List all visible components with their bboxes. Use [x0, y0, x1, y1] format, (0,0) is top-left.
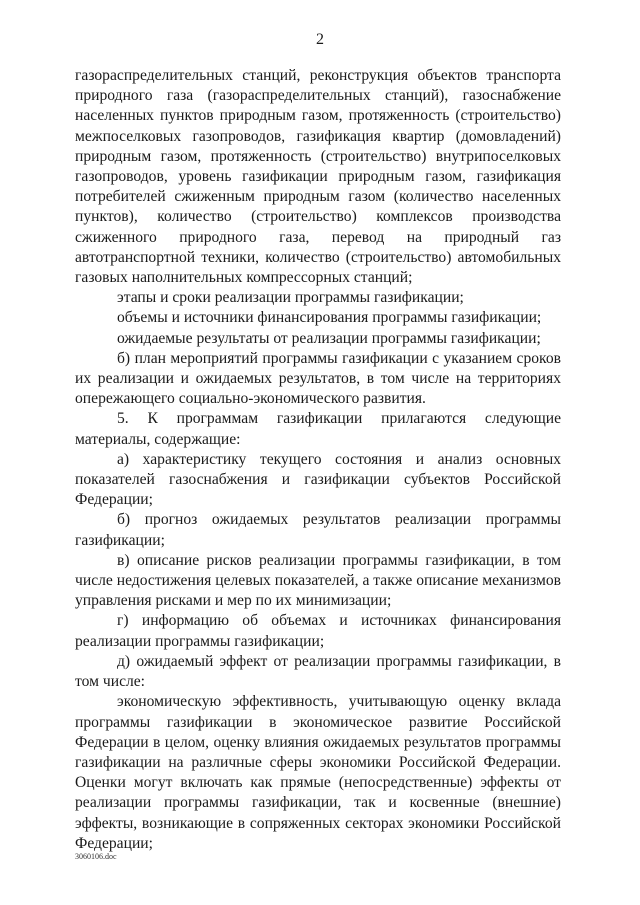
page-number: 2: [316, 31, 324, 48]
paragraph: экономическую эффективность, учитывающую оценку вклада программы газификации в экономическое развитие Российской Федерации в целом, оценку влияния ожидаемых результатов программы газификации на различные сферы экономики Российской Федерации. Оценки могут включать как прямые (непосредственные) эффекты от реализации программы газификации, так и косвенные (внешние) эффекты, возникающие в сопряженных секторах экономики Российской Федерации;: [75, 693, 561, 852]
paragraph: б) прогноз ожидаемых результатов реализации программы газификации;: [75, 511, 561, 549]
file-name-footer: 3060106.doc: [75, 852, 117, 861]
paragraph: б) план мероприятий программы газификации с указанием сроков их реализации и ожидаемых результатов, в том числе на территориях опережающего социально-экономического развития.: [75, 349, 561, 408]
paragraph: в) описание рисков реализации программы газификации, в том числе недостижения целевых показателей, а также описание механизмов управления рисками и мер по их минимизации;: [75, 551, 561, 610]
paragraph: г) информацию об объемах и источниках финансирования реализации программы газификации;: [75, 612, 561, 650]
paragraph: этапы и сроки реализации программы газификации;: [117, 289, 464, 307]
paragraph: объемы и источники финансирования программы газификации;: [117, 309, 542, 327]
document-body: [75, 66, 561, 854]
paragraph-continuation: газораспределительных станций, реконструкция объектов транспорта природного газа (газораспределительных станций), газоснабжение населенных пунктов природным газом, протяженность (строительство) межпоселковых газопроводов, газификация квартир (домовладений) природным газом, протяженность (строительство) внутрипоселковых газопроводов, уровень газификации природным газом, газификация потребителей сжиженным природным газом (количество населенных пунктов), количество (строительство) комплексов производства сжиженного природного газа, перевод на природный газ автотранспортной техники, количество (строительство) автомобильных газовых наполнительных компрессорных станций;: [75, 67, 561, 287]
paragraph: а) характеристику текущего состояния и анализ основных показателей газоснабжения и газификации субъектов Российской Федерации;: [75, 450, 561, 509]
paragraph: 5. К программам газификации прилагаются следующие материалы, содержащие:: [75, 410, 561, 448]
paragraph: ожидаемые результаты от реализации программы газификации;: [117, 329, 541, 347]
paragraph: д) ожидаемый эффект от реализации программы газификации, в том числе:: [75, 652, 561, 691]
